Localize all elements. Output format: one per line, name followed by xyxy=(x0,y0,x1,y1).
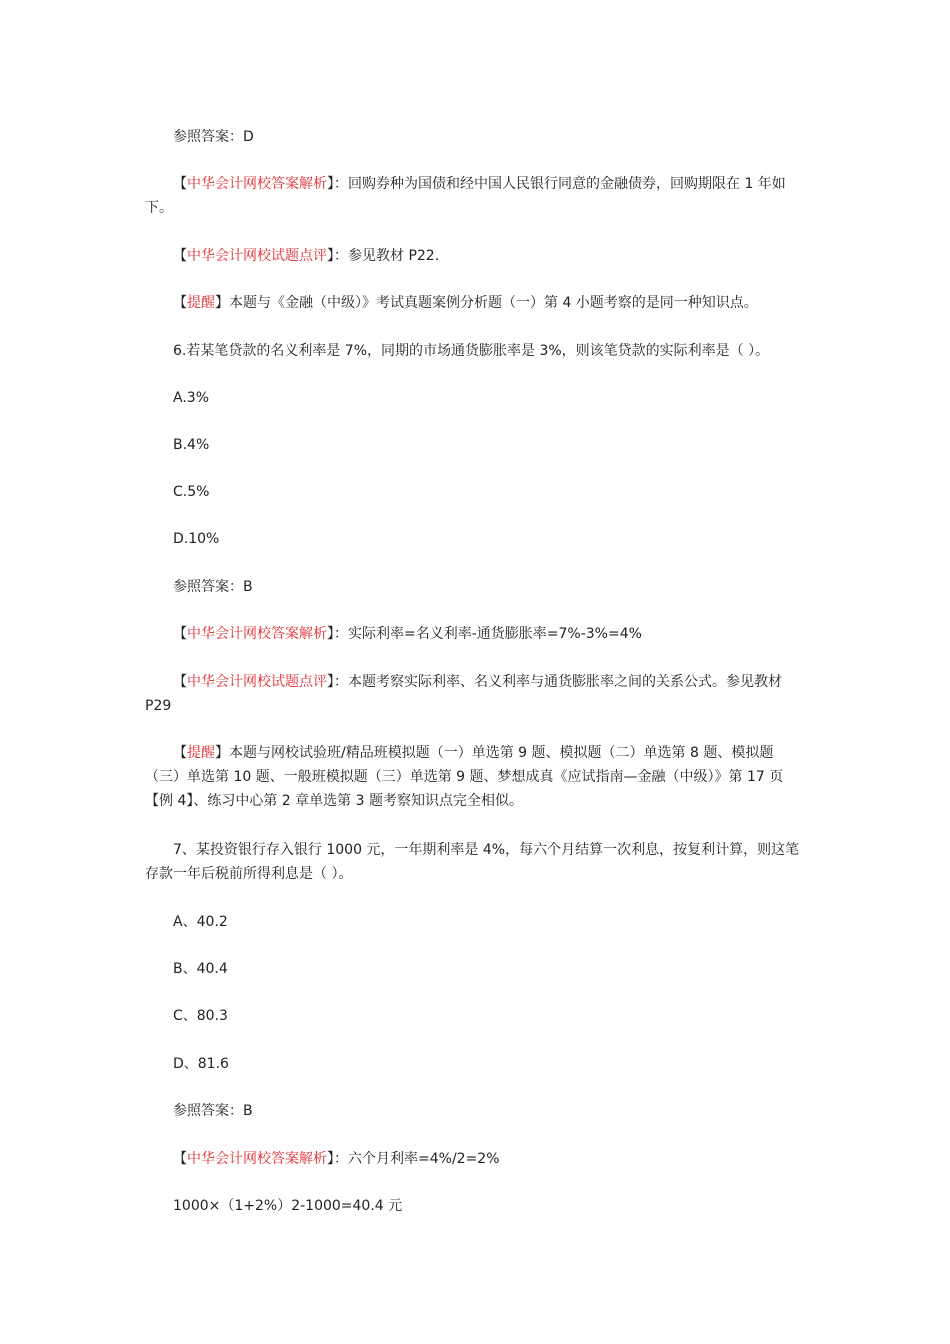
q5-analysis xyxy=(145,172,807,220)
q5-remind-label: 提醒 xyxy=(187,295,215,311)
q6-option-a: A.3% xyxy=(173,390,209,406)
q6-analysis-label: 中华会计网校答案解析 xyxy=(187,626,327,642)
bracket-close: 】 xyxy=(327,674,334,690)
q7-analysis-text: ：六个月利率=4%/2=2% xyxy=(334,1151,500,1167)
q5-remind xyxy=(145,291,807,315)
q7-option-c: C、80.3 xyxy=(173,1008,228,1024)
q6-remind xyxy=(145,741,807,813)
bracket-open: 【 xyxy=(173,674,187,690)
bracket-close: 】 xyxy=(327,176,334,192)
bracket-close: 】 xyxy=(327,248,334,264)
bracket-open: 【 xyxy=(173,176,187,192)
q6-comment xyxy=(145,670,807,718)
q5-analysis-label: 中华会计网校答案解析 xyxy=(187,176,327,192)
q6-remind-label: 提醒 xyxy=(187,745,215,761)
q6-question: 6.若某笔贷款的名义利率是 7%，同期的市场通货膨胀率是 3%，则该笔贷款的实际利率是（ ）。 xyxy=(173,343,770,359)
bracket-open: 【 xyxy=(173,248,187,264)
q7-option-a: A、40.2 xyxy=(173,914,228,930)
bracket-close: 】 xyxy=(215,745,229,761)
q5-comment-text: ：参见教材 P22. xyxy=(334,248,440,264)
q6-comment-label: 中华会计网校试题点评 xyxy=(187,674,327,690)
q6-comment-text: ：本题考察实际利率、名义利率与通货膨胀率之间的关系公式。参见教材 P29 xyxy=(145,674,782,714)
q6-answer: 参照答案：B xyxy=(173,579,253,595)
bracket-open: 【 xyxy=(173,745,187,761)
q7-answer: 参照答案：B xyxy=(173,1103,253,1119)
q7-analysis-label: 中华会计网校答案解析 xyxy=(187,1151,327,1167)
q7-formula: 1000×（1+2%）2-1000=40.4 元 xyxy=(173,1198,403,1214)
q5-remind-text: 本题与《金融（中级）》考试真题案例分析题（一）第 4 小题考察的是同一种知识点。 xyxy=(229,295,758,311)
q6-option-c: C.5% xyxy=(173,484,210,500)
q5-analysis-text: ：回购券种为国债和经中国人民银行同意的金融债券，回购期限在 1 年如下。 xyxy=(145,176,786,216)
bracket-open: 【 xyxy=(173,295,187,311)
bracket-close: 】 xyxy=(327,626,334,642)
q7-question: 7、某投资银行存入银行 1000 元，一年期利率是 4%，每六个月结算一次利息，按复利计算，则这笔存款一年后税前所得利息是（ ）。 xyxy=(145,842,800,882)
bracket-close: 】 xyxy=(327,1151,334,1167)
q7-option-d: D、81.6 xyxy=(173,1056,229,1072)
q5-answer: 参照答案：D xyxy=(173,129,254,145)
q6-remind-text: 本题与网校试验班/精品班模拟题（一）单选第 9 题、模拟题（二）单选第 8 题、模拟题（三）单选第 10 题、一般班模拟题（三）单选第 9 题、梦想成真《应试指南—金融（中级）》第 17 页【例 4】、练习中心第 2 章单选第 3 题考察知识点完全相似。 xyxy=(145,745,784,809)
q5-comment xyxy=(145,244,807,268)
bracket-open: 【 xyxy=(173,626,187,642)
bracket-open: 【 xyxy=(173,1151,187,1167)
bracket-close: 】 xyxy=(215,295,229,311)
q7-option-b: B、40.4 xyxy=(173,961,228,977)
q7-analysis xyxy=(145,1147,807,1171)
q6-option-d: D.10% xyxy=(173,531,220,547)
q6-option-b: B.4% xyxy=(173,437,210,453)
q5-comment-label: 中华会计网校试题点评 xyxy=(187,248,327,264)
q6-analysis-text: ：实际利率=名义利率-通货膨胀率=7%-3%=4% xyxy=(334,626,642,642)
q6-analysis xyxy=(145,622,807,646)
